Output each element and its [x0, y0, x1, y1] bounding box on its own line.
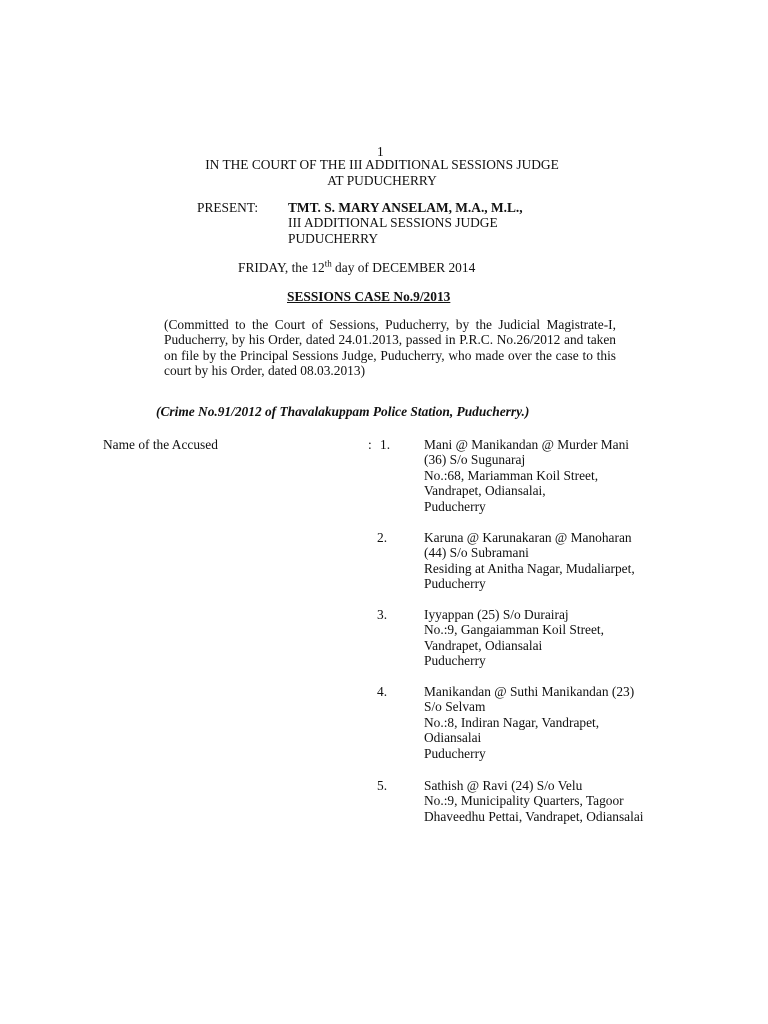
accused-line: Dhaveedhu Pettai, Vandrapet, Odiansalai	[424, 808, 644, 824]
accused-line: Puducherry	[424, 498, 486, 514]
present-label: PRESENT:	[197, 200, 259, 215]
accused-line: Sathish @ Ravi (24) S/o Velu	[424, 778, 583, 793]
accused-line: No.:9, Municipality Quarters, Tagoor	[424, 793, 624, 809]
date-suffix: day of DECEMBER 2014	[331, 260, 476, 275]
court-title-line2: AT PUDUCHERRY	[327, 173, 437, 188]
accused-line: Puducherry	[424, 653, 486, 669]
accused-number: 2.	[377, 530, 388, 545]
accused-line: No.:9, Gangaiamman Koil Street,	[424, 622, 604, 638]
accused-line: Vandrapet, Odiansalai	[424, 637, 543, 653]
judge-designation: III ADDITIONAL SESSIONS JUDGE	[288, 215, 498, 230]
crime-reference: (Crime No.91/2012 of Thavalakuppam Police Station, Puducherry.)	[156, 404, 530, 419]
accused-line: (36) S/o Sugunaraj	[424, 452, 526, 468]
accused-line: Puducherry	[424, 745, 486, 761]
accused-line: (44) S/o Subramani	[424, 545, 529, 561]
accused-line: Residing at Anitha Nagar, Mudaliarpet,	[424, 560, 635, 576]
accused-colon: :	[368, 437, 372, 452]
page-number: 1	[377, 144, 384, 159]
accused-line: Manikandan @ Suthi Manikandan (23)	[424, 684, 635, 699]
court-title-line1: IN THE COURT OF THE III ADDITIONAL SESSIONS JUDGE	[205, 157, 559, 172]
accused-details	[424, 684, 634, 761]
accused-line: No.:8, Indiran Nagar, Vandrapet,	[424, 714, 600, 730]
accused-details	[424, 437, 629, 514]
case-title: SESSIONS CASE No.9/2013	[287, 289, 451, 304]
accused-details	[424, 607, 604, 669]
accused-heading: Name of the Accused	[103, 437, 218, 452]
accused-line: No.:68, Mariamman Koil Street,	[424, 467, 599, 483]
accused-number: 5.	[377, 778, 388, 793]
judge-name: TMT. S. MARY ANSELAM, M.A., M.L.,	[288, 200, 523, 215]
accused-line: Puducherry	[424, 576, 486, 592]
accused-line: S/o Selvam	[424, 699, 486, 715]
date-prefix: FRIDAY, the 12	[238, 260, 325, 275]
accused-details	[424, 778, 644, 824]
accused-line: Odiansalai	[424, 730, 482, 746]
judgment-date	[238, 260, 475, 275]
judge-place: PUDUCHERRY	[288, 231, 379, 246]
accused-number: 4.	[377, 684, 388, 699]
accused-number: 3.	[377, 607, 388, 622]
accused-line: Mani @ Manikandan @ Murder Mani	[424, 437, 630, 452]
accused-line: Vandrapet, Odiansalai,	[424, 483, 546, 499]
accused-details	[424, 530, 635, 592]
accused-line: Iyyappan (25) S/o Durairaj	[424, 607, 569, 622]
date-ordinal: th	[324, 258, 332, 269]
committal-paragraph: (Committed to the Court of Sessions, Puducherry, by the Judicial Magistrate-I, Puducherry, by his Order, dated 24.01.2013, passed in P.R.C. No.26/2012 and taken on file by the Principal Sessions Judge, Puducherry, who made over the case to this court by his Order, dated 08.03.2013)	[164, 317, 616, 379]
accused-number: 1.	[380, 437, 391, 452]
accused-line: Karuna @ Karunakaran @ Manoharan	[424, 530, 632, 545]
